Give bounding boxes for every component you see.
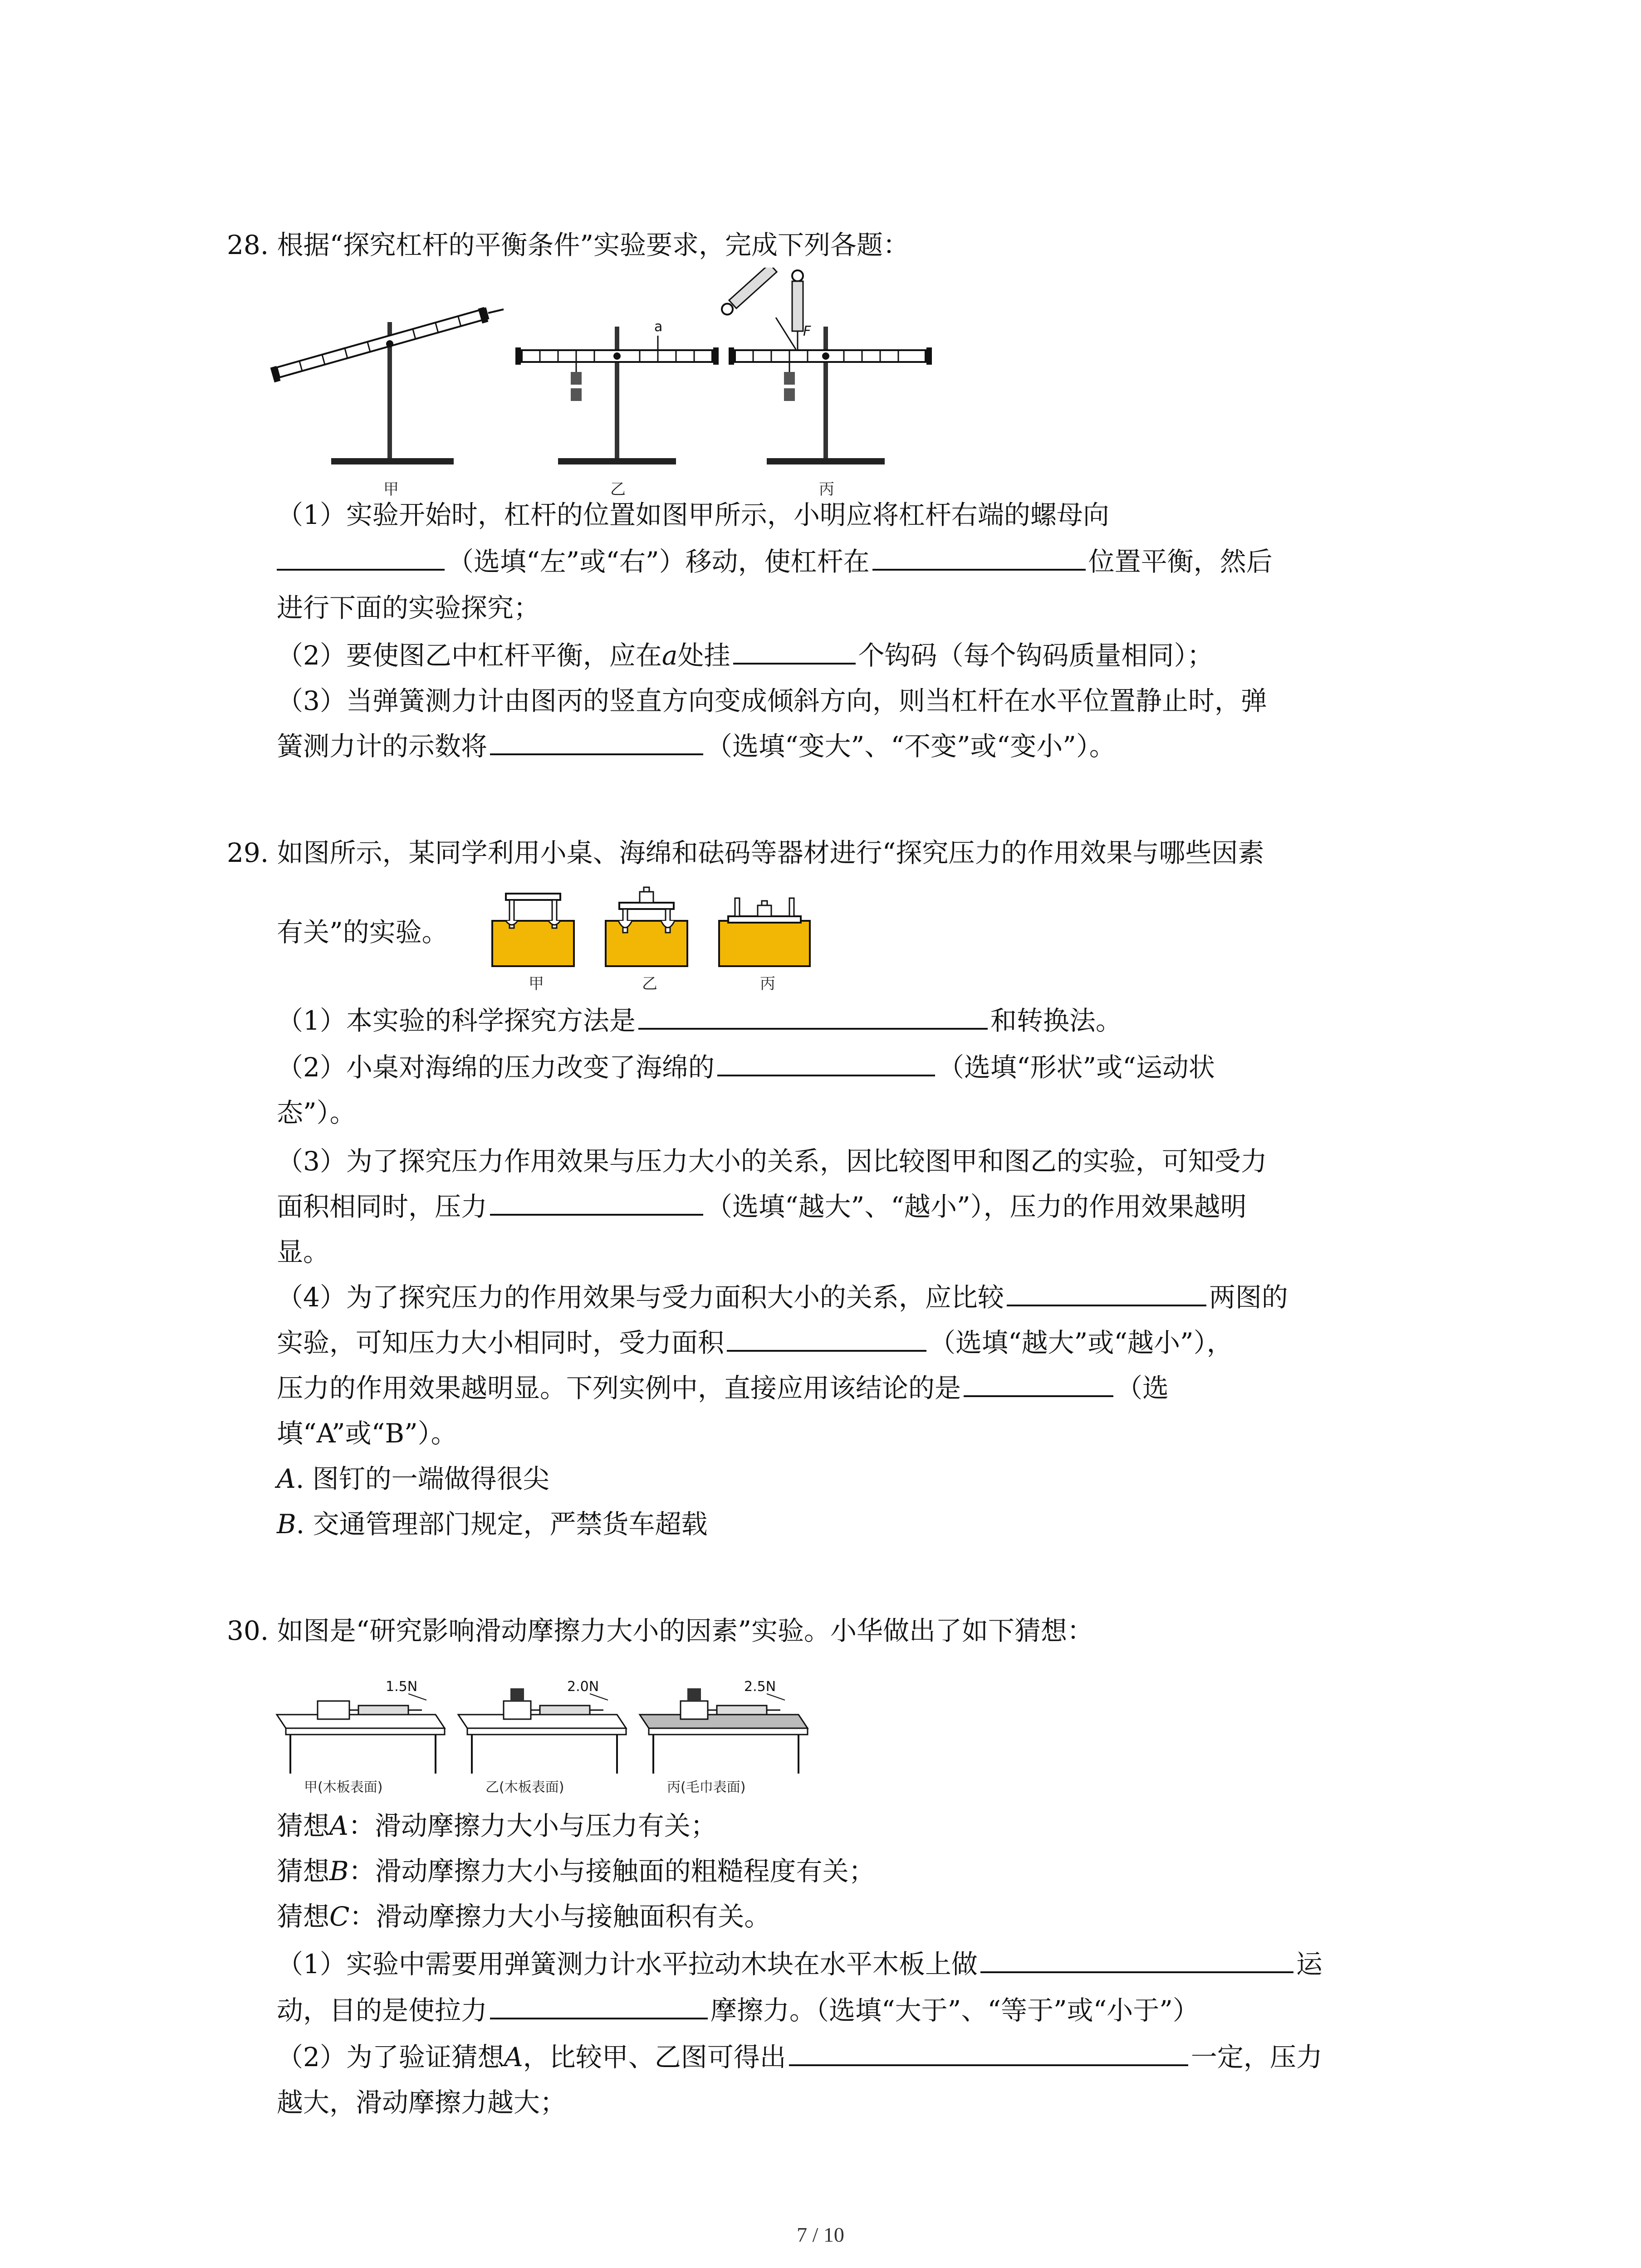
q29-p3-line3: 显。 — [277, 1237, 330, 1267]
force-reading-yi: 2.0N — [567, 1679, 599, 1695]
force-reading-jia: 1.5N — [386, 1679, 418, 1695]
fig-label-jia: 甲(木板表面) — [304, 1779, 383, 1795]
answer-blank[interactable] — [980, 1946, 1293, 1973]
q29-p4-line2: 实验，可知压力大小相同时，受力面积 （选填“越大”或“越小”）， — [277, 1325, 1233, 1361]
answer-blank[interactable] — [490, 1188, 703, 1216]
q29-p3-line2: 面积相同时，压力 （选填“越大”、“越小”），压力的作用效果越明 — [277, 1188, 1247, 1225]
sponge-bing — [719, 898, 810, 966]
q29-stem-line1: 29. 如图所示，某同学利用小桌、海绵和砝码等器材进行“探究压力的作用效果与哪些因素 — [227, 837, 1264, 868]
answer-blank[interactable] — [872, 543, 1086, 571]
q29-p2-line1: （2）小桌对海绵的压力改变了海绵的 （选填“形状”或“运动状 — [277, 1049, 1215, 1085]
q28-stem: 28. 根据“探究杠杆的平衡条件”实验要求，完成下列各题： — [227, 230, 909, 260]
sponge-jia — [492, 894, 574, 966]
friction-figure — [272, 1660, 817, 1796]
q29-p4-line3: 压力的作用效果越明显。下列实例中，直接应用该结论的是 （选 — [277, 1370, 1169, 1406]
answer-blank[interactable] — [277, 543, 445, 571]
lever-figure — [268, 268, 1039, 503]
q29-p4-line1: （4）为了探究压力的作用效果与受力面积大小的关系，应比较 两图的 — [277, 1279, 1288, 1315]
fig-label-bing: 丙 — [760, 975, 775, 993]
q29-p1: （1）本实验的科学探究方法是 和转换法。 — [277, 1002, 1122, 1039]
answer-blank[interactable] — [1007, 1279, 1206, 1306]
q28-p1-line3: 进行下面的实验探究； — [277, 592, 540, 623]
answer-blank[interactable] — [638, 1002, 988, 1030]
fig-label-yi: 乙 — [610, 480, 626, 499]
fig-label-jia: 甲 — [383, 480, 399, 499]
lever-jia — [270, 307, 504, 464]
answer-blank[interactable] — [964, 1370, 1113, 1397]
answer-blank[interactable] — [727, 1325, 926, 1352]
q29-stem-line2: 有关”的实验。 — [277, 917, 448, 948]
friction-bing — [640, 1679, 808, 1774]
page-number: 7 / 10 — [797, 2223, 844, 2246]
fig-label-bing: 丙 — [819, 480, 834, 499]
friction-jia — [277, 1679, 445, 1774]
force-reading-bing: 2.5N — [744, 1679, 776, 1695]
sponge-figure — [488, 885, 814, 993]
fig-label-yi: 乙 — [642, 975, 657, 993]
answer-blank[interactable] — [490, 1992, 708, 2019]
q30-p2-line2: 越大，滑动摩擦力越大； — [277, 2087, 567, 2118]
answer-blank[interactable] — [733, 637, 856, 665]
q30-p1-line2: 动，目的是使拉力 摩擦力。（选填“大于”、“等于”或“小于”） — [277, 1992, 1199, 2028]
q30-guess-a: 猜想A：滑动摩擦力大小与压力有关； — [277, 1810, 717, 1841]
q28-p2: （2）要使图乙中杠杆平衡，应在a处挂 个钩码（每个钩码质量相同）； — [277, 637, 1214, 674]
q28-p3-line2: 簧测力计的示数将 （选填“变大”、“不变”或“变小”）。 — [277, 728, 1116, 764]
lever-yi — [515, 319, 719, 464]
q29-p2-line2: 态”）。 — [277, 1097, 356, 1128]
answer-blank[interactable] — [490, 728, 703, 755]
q30-stem: 30. 如图是“研究影响滑动摩擦力大小的因素”实验。小华做出了如下猜想： — [227, 1615, 1093, 1646]
fig-label-yi: 乙(木板表面) — [485, 1779, 564, 1795]
friction-yi — [458, 1679, 626, 1774]
sponge-yi — [606, 887, 687, 966]
fig-label-bing: 丙(毛巾表面) — [667, 1779, 746, 1795]
q29-option-b: B. 交通管理部门规定，严禁货车超载 — [277, 1509, 708, 1540]
q30-p2-line1: （2）为了验证猜想A，比较甲、乙图可得出 一定，压力 — [277, 2039, 1323, 2075]
q28-p1-line1: （1）实验开始时，杠杆的位置如图甲所示，小明应将杠杆右端的螺母向 — [277, 499, 1109, 530]
answer-blank[interactable] — [789, 2039, 1188, 2066]
answer-blank[interactable] — [717, 1049, 935, 1076]
fig-label-jia: 甲 — [529, 975, 544, 993]
q30-guess-c: 猜想C：滑动摩擦力大小与接触面积有关。 — [277, 1901, 771, 1932]
q29-option-a: A. 图钉的一端做得很尖 — [277, 1463, 549, 1494]
q28-p3-line1: （3）当弹簧测力计由图丙的竖直方向变成倾斜方向，则当杠杆在水平位置静止时，弹 — [277, 685, 1267, 716]
mark-a: a — [654, 319, 663, 335]
q28-p1-line2: （选填“左”或“右”）移动，使杠杆在 位置平衡，然后 — [277, 543, 1273, 580]
mark-F: F — [803, 323, 811, 339]
q30-p1-line1: （1）实验中需要用弹簧测力计水平拉动木块在水平木板上做 运 — [277, 1946, 1323, 1982]
q30-guess-b: 猜想B：滑动摩擦力大小与接触面的粗糙程度有关； — [277, 1856, 875, 1887]
q29-p4-line4: 填“A”或“B”）。 — [277, 1418, 457, 1449]
lever-bing — [720, 268, 932, 464]
q29-p3-line1: （3）为了探究压力作用效果与压力大小的关系，因比较图甲和图乙的实验，可知受力 — [277, 1146, 1267, 1177]
